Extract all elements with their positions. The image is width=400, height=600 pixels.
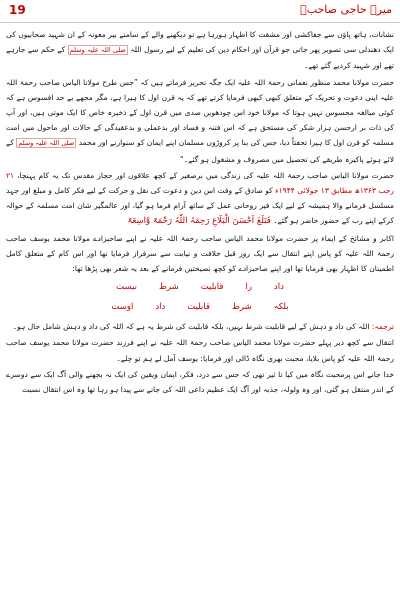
couplet-word: داد <box>155 302 166 313</box>
death-date: ۲۱ رجب ۱۳۶۳ھ مطابق ۱۳ جولائی ۱۹۴۴ء <box>6 170 394 196</box>
paragraph-4-text: اکابر و مشائخ کے ایماء پر حضرت مولانا محمد الیاس صاحب رحمۃ اللہ علیہ نے اپنے صاحبزادے مولانا محمد یوسف صاحب رحمۃ اللہ علیہ کو پاس اپنے انتقال سے ایک روز قبل خلافت و نیابت سے سرفراز فرمایا تھا اور اس کام کے متعلق کامل اطمینان کا اظہار بھی فرمایا تھا اور اپنے صاحبزادے کو کچھ نصیحتیں فرمانے کے بعد یہ شعر بھی پڑھا تھا: <box>6 233 394 274</box>
page-header <box>0 0 400 23</box>
couplet-word: بلکہ <box>273 302 289 313</box>
paragraph-1 <box>6 27 394 74</box>
paragraph-3 <box>6 168 394 230</box>
translation-text: اللہ کی داد و دہش کے لیے قابلیت شرط نہیں، بلکہ قابلیت کی شرط یہ ہے کہ اللہ کی داد و دہش شامل حال ہو۔ <box>12 322 370 332</box>
paragraph-4 <box>6 231 394 277</box>
translation-paragraph <box>6 319 394 334</box>
salawat-symbol: صلی اللہ علیہ وسلم <box>18 139 75 148</box>
couplet-word: اوست <box>111 302 134 313</box>
couplet-word: شرط <box>232 302 252 313</box>
paragraph-1-text: نشانات، ہاتھ پاؤں سے جفاکشی اور مشقت کا اظہار ہورہا ہے تو دیکھنے والے کے سامنے بیر معونہ کے ان شہید صحابیوں کی ایک دھندلی سی تصویر پھر جاتی جو قرآن اور احکام دین کی تعلیم کے لیے رسول اللہ <box>6 30 394 55</box>
paragraph-6 <box>6 367 394 397</box>
paragraph-2-end: کے لائے ہوئے پاکیزہ طریقے کی تحصیل میں مصروف و مشغول ہو گئے۔“ <box>6 138 394 164</box>
couplet-word: را <box>245 282 252 293</box>
body-text <box>6 27 394 594</box>
paragraph-3-text-b: کو صادق کے وقت اس دین و دعوت کی نقل و حرکت کے لیے فکر کامل و مبلغ اور جہد مسلسل فرمانے والا ہمیشہ کے لیے ایک فیر روحانی عمل کے ساتھ آرام فرما ہو گیا، اور عالمگیر شان امت مسلمہ کے حوالہ کرکے اپنے رب کے حضور حاضر ہو گئے۔ <box>6 186 394 226</box>
paragraph-3-text-a: حضرت مولانا الیاس صاحب رحمۃ اللہ علیہ کی زندگی میں برصغیر کے کچھ علاقوں اور حجاز مقدس تک یہ کام پہنچا، <box>17 170 394 180</box>
couplet-word: نیست <box>116 282 138 293</box>
arabic-dua: فَبَلَغَ اَحْسَنَ الْبَلَاغِ رَحِمَہُ اللّٰہُ رَحْمَۃً وَّاسِعَۃً <box>127 216 271 227</box>
paragraph-1-end: کے حکم سے جارہے تھے اور شہید کردیے گئے تھے۔ <box>6 45 394 71</box>
paragraph-5 <box>6 335 394 365</box>
translation-label: ترجمہ: <box>371 322 394 332</box>
paragraph-5-text: انتقال سے کچھ دیر پہلے حضرت مولانا محمد الیاس صاحب رحمۃ اللہ علیہ نے اپنے فرزند حضرت مولانا محمد یوسف صاحب رحمۃ اللہ علیہ کو پاس بلایا، محبت بھری نگاہ ڈالی اور فرمایا: یوسف آمل لے ہم تو چلے۔ <box>6 338 394 363</box>
persian-couplet-line-2 <box>6 299 394 316</box>
persian-couplet-line-1 <box>6 279 394 296</box>
couplet-word: قابلیت <box>200 282 224 293</box>
couplet-word: داد <box>273 282 284 293</box>
paragraph-6-text: خدا جانے اس پرمحبت نگاہ میں کیا تا ثیر تھی کہ جس سے درد، فکر، ایمان ویقین کی ایک نہ بجھنے والی آگ ایک سے دوسرے کے اندر منتقل ہو گئی، اور وہ ولولہ، جذبہ اور آگ ایک عظیم داعی اللہ کی جانے سے پیدا ہو رہا تھا وہ اس انتقال نسبت <box>6 369 394 395</box>
page-number: 19 <box>9 3 26 17</box>
couplet-word: شرط <box>159 282 179 293</box>
couplet-word: قابلیت <box>187 302 211 313</box>
paragraph-2 <box>6 75 394 167</box>
salawat-symbol: صلی اللہ علیہ وسلم <box>69 46 126 55</box>
running-title: میرے حاجی صاحبؒ <box>300 3 392 16</box>
paragraph-2-text-b: مبالغہ محسوس نہیں ہوتا کہ مولانا خود اس چودھویں صدی میں قرن اول کے ذخیرہ خاص کا ایک موتی ہیں، اور آپ کی ذات بر ارحسن ہزار شکر کی مستحق ہے کہ اس فتنہ و فساد اور بدعملی و بدعقیدگی کے حالات اور ماحول میں امت مسلمہ کو قرن اول کا ہیرا تحفتاً دیا، جس کی بنا پر کروڑوں مسلمان اپنے ایمان کو سنوارنے اور محمد <box>6 108 394 148</box>
paragraph-2-text-a: حضرت مولانا محمد منظور نعمانی رحمۃ اللہ علیہ ایک جگہ تحریر فرماتے ہیں کہ ”جس طرح مولانا الیاس صاحب رحمۃ اللہ علیہ اپنی دعوت و تحریک کے متعلق کبھی کبھی فرمایا کرتے تھے کہ یہ قرن اول کا ہیرا ہے، مگر مجھے بے حد افسوس ہے کہ کوئی <box>6 77 394 118</box>
